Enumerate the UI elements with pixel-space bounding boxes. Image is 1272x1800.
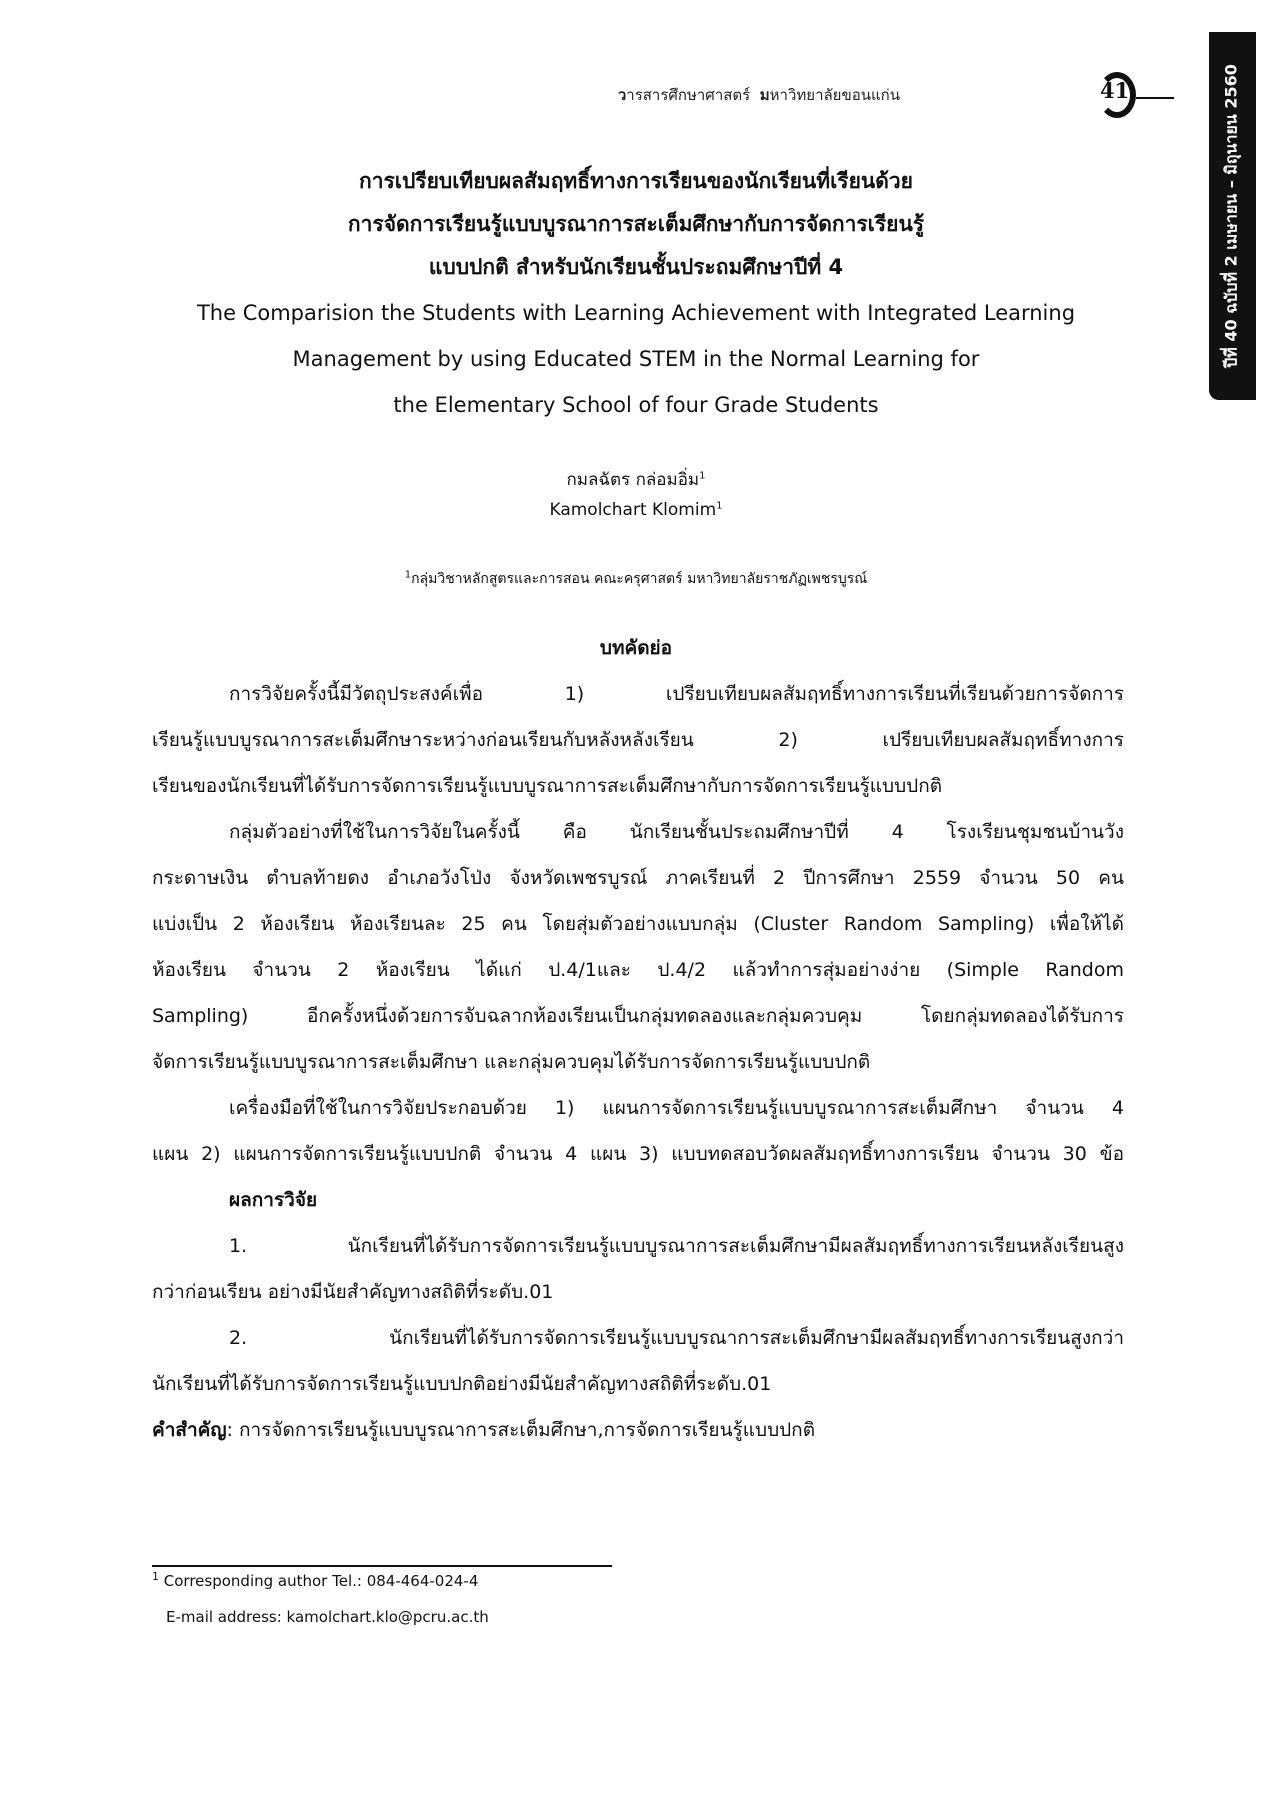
- abstract-heading: บทคัดย่อ: [599, 637, 673, 659]
- abstract-line: เครื่องมือที่ใช้ในการวิจัยประกอบด้วย 1) แผนการจัดการเรียนรู้แบบบูรณาการสะเต็มศึกษา จำนวน 4: [229, 1097, 1124, 1119]
- abstract-line: จัดการเรียนรู้แบบบูรณาการสะเต็มศึกษา และกลุ่มควบคุมได้รับการจัดการเรียนรู้แบบปกติ: [152, 1051, 871, 1073]
- abstract-line: กลุ่มตัวอย่างที่ใช้ในการวิจัยในครั้งนี้ คือ นักเรียนชั้นประถมศึกษาปีที่ 4 โรงเรียนชุมชนบ้านวัง: [229, 821, 1124, 843]
- keywords-text: : การจัดการเรียนรู้แบบบูรณาการสะเต็มศึกษา,การจัดการเรียนรู้แบบปกติ: [226, 1419, 816, 1441]
- title-english: [100, 290, 1172, 428]
- abstract-body: [152, 676, 1124, 1458]
- abstract-line: ห้องเรียน จำนวน 2 ห้องเรียน ได้แก่ ป.4/1และ ป.4/2 แล้วทำการสุ่มอย่างง่าย (Simple Random: [152, 959, 1124, 981]
- abstract-line: แบ่งเป็น 2 ห้องเรียน ห้องเรียนละ 25 คน โดยสุ่มตัวอย่างแบบกลุ่ม (Cluster Random Sampling) เพื่อให้ได้: [152, 913, 1124, 935]
- author-name-english: Kamolchart Klomim$^1$: [549, 500, 723, 520]
- footnote-corresponding: $^1$ Corresponding author Tel.: 084-464-024-4: [152, 1570, 479, 1590]
- footnote-rule: [152, 1565, 612, 1567]
- author-affiliation: $^1$กลุ่มวิชาหลักสูตรและการสอน คณะครุศาสตร์ มหาวิทยาลัยราชภัฏเพชรบูรณ์: [404, 569, 868, 587]
- title-english-line: The Comparision the Students with Learning Achievement with Integrated Learning: [196, 301, 1076, 325]
- abstract-line: Sampling) อีกครั้งหนึ่งด้วยการจับฉลากห้องเรียนเป็นกลุ่มทดลองและกลุ่มควบคุม โดยกลุ่มทดลองได้รับการ: [152, 1005, 1124, 1027]
- keywords-line: [152, 1412, 1124, 1458]
- keywords-label: คำสำคัญ: [152, 1419, 227, 1441]
- title-thai-line: การจัดการเรียนรู้แบบบูรณาการสะเต็มศึกษากับการจัดการเรียนรู้: [347, 212, 925, 236]
- header-rule: [1136, 97, 1174, 99]
- abstract-line: เรียนของนักเรียนที่ได้รับการจัดการเรียนรู้แบบบูรณาการสะเต็มศึกษากับการจัดการเรียนรู้แบบปกติ: [152, 775, 943, 797]
- abstract-line: กระดาษเงิน ตำบลท้ายดง อำเภอวังโป่ง จังหวัดเพชรบูรณ์ ภาคเรียนที่ 2 ปีการศึกษา 2559 จำนวน 50 คน: [152, 867, 1124, 889]
- result-line: นักเรียนที่ได้รับการจัดการเรียนรู้แบบปกติอย่างมีนัยสำคัญทางสถิติที่ระดับ.01: [152, 1373, 772, 1395]
- abstract-line: แผน 2) แผนการจัดการเรียนรู้แบบปกติ จำนวน 4 แผน 3) แบบทดสอบวัดผลสัมฤทธิ์ทางการเรียน จำนวน 30 ข้อ: [152, 1143, 1124, 1165]
- title-english-line: Management by using Educated STEM in the Normal Learning for: [292, 347, 980, 371]
- side-tab-text: ปีที่ 40 ฉบับที่ 2 เมษายน – มิถุนายน 2560: [1221, 64, 1241, 368]
- title-english-line: the Elementary School of four Grade Students: [393, 393, 879, 417]
- page-number: 41: [1100, 78, 1130, 103]
- results-heading: ผลการวิจัย: [229, 1189, 318, 1211]
- side-tab: [1209, 32, 1256, 400]
- abstract-line: เรียนรู้แบบบูรณาการสะเต็มศึกษาระหว่างก่อนเรียนกับหลังหลังเรียน 2) เปรียบเทียบผลสัมฤทธิ์ทางการ: [152, 729, 1124, 751]
- result-line: 2. นักเรียนที่ได้รับการจัดการเรียนรู้แบบบูรณาการสะเต็มศึกษามีผลสัมฤทธิ์ทางการเรียนสูงกว่า: [229, 1327, 1124, 1349]
- title-thai-line: การเปรียบเทียบผลสัมฤทธิ์ทางการเรียนของนักเรียนที่เรียนด้วย: [359, 169, 913, 193]
- result-line: 1. นักเรียนที่ได้รับการจัดการเรียนรู้แบบบูรณาการสะเต็มศึกษามีผลสัมฤทธิ์ทางการเรียนหลังเรียนสูง: [229, 1235, 1124, 1257]
- title-thai-line: แบบปกติ สำหรับนักเรียนชั้นประถมศึกษาปีที่ 4: [428, 255, 844, 279]
- title-thai: [100, 160, 1172, 289]
- journal-header: วารสารศึกษาศาสตร์ มหาวิทยาลัยขอนแก่น: [617, 86, 900, 104]
- result-line: กว่าก่อนเรียน อย่างมีนัยสำคัญทางสถิติที่ระดับ.01: [152, 1281, 554, 1303]
- author-name-thai: กมลฉัตร กล่อมอิ่ม$^1$: [566, 470, 706, 490]
- footnote-email: E-mail address: kamolchart.klo@pcru.ac.th: [166, 1608, 489, 1626]
- abstract-line: การวิจัยครั้งนี้มีวัตถุประสงค์เพื่อ 1) เปรียบเทียบผลสัมฤทธิ์ทางการเรียนที่เรียนด้วยการจัดการ: [229, 683, 1124, 705]
